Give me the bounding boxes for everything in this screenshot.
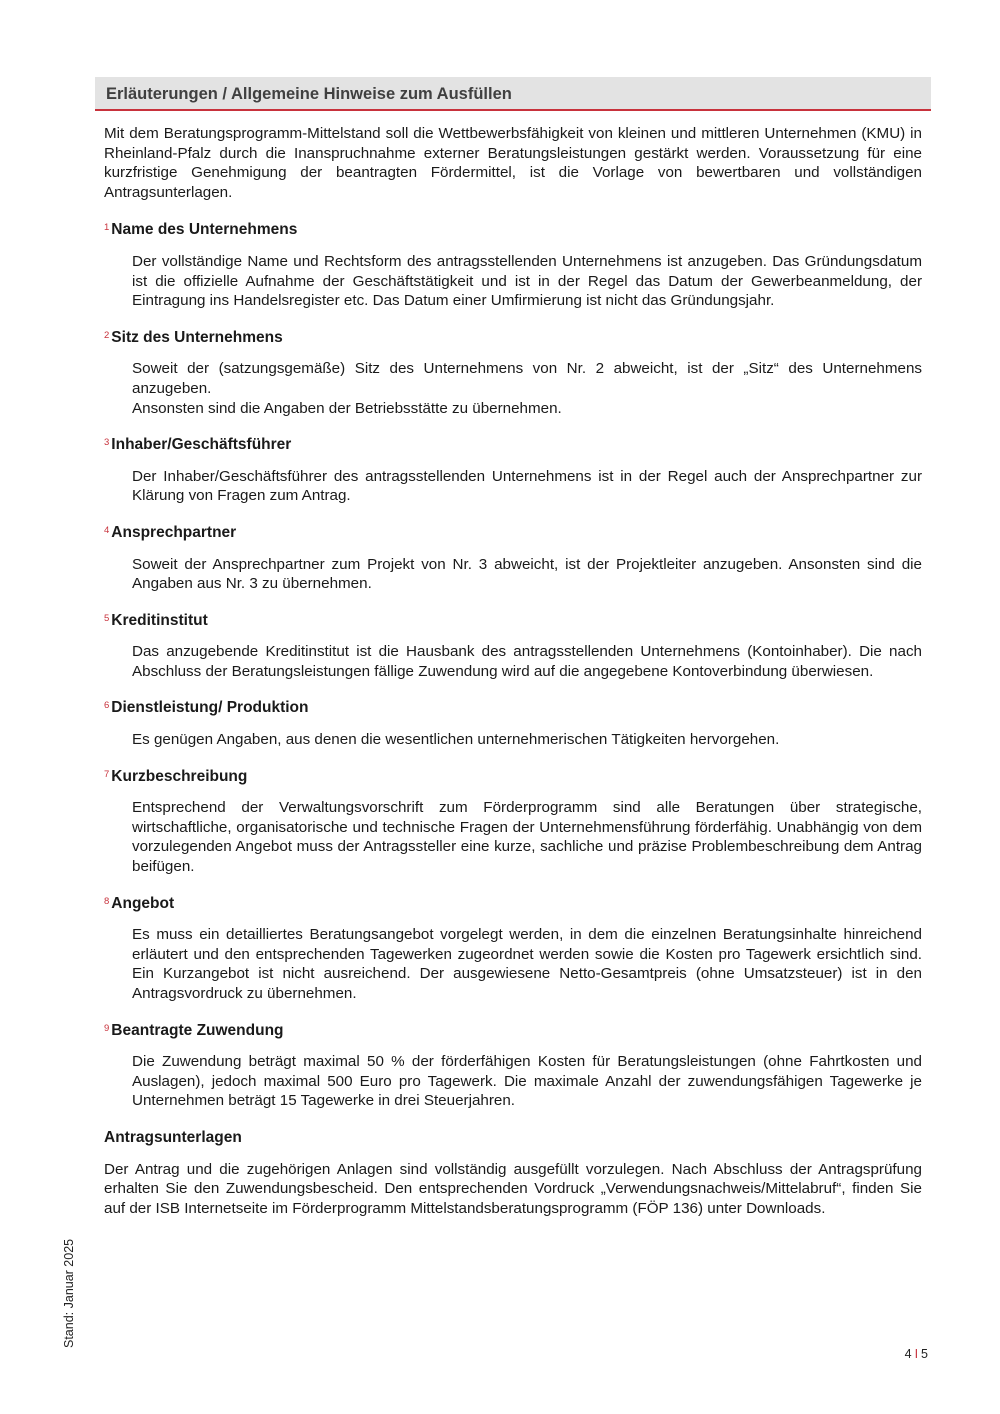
- footnote-number: 9: [104, 1022, 110, 1034]
- section-text: Es muss ein detailliertes Beratungsangebot vorgelegt werden, in dem die einzelnen Beratungsinhalte hinreichend erläutert und den entsprechenden Tagewerken zugeordnet werden sowie die Kosten pro Tagewerk ersichtlich sind. Ein Kurzangebot ist nicht ausreichend. Der ausgewiesene Netto-Gesamtpreis (ohne Umsatzsteuer) ist in den Antragsvordruck zu übernehmen.: [132, 926, 922, 1002]
- footnote-number: 7: [104, 768, 110, 780]
- page-total: 5: [921, 1347, 928, 1361]
- section-text: Soweit der Ansprechpartner zum Projekt von Nr. 3 abweicht, ist der Projektleiter anzugeben. Ansonsten sind die Angaben aus Nr. 3 zu übernehmen.: [132, 555, 922, 593]
- stand-date: Stand: Januar 2025: [62, 1238, 76, 1348]
- footnote-number: 5: [104, 612, 110, 624]
- section-inhaber: [104, 435, 922, 506]
- section-heading: [104, 523, 922, 543]
- footnote-number: 2: [104, 329, 110, 341]
- section-heading: [104, 698, 922, 718]
- page-title: Erläuterungen / Allgemeine Hinweise zum Ausfüllen: [95, 77, 931, 111]
- section-title: Antragsunterlagen: [104, 1128, 242, 1146]
- section-heading: [104, 220, 922, 240]
- section-angebot: [104, 894, 922, 1004]
- footnote-number: 6: [104, 700, 110, 712]
- section-title: Kurzbeschreibung: [111, 767, 248, 785]
- footnote-number: 1: [104, 222, 110, 234]
- section-name: [104, 220, 922, 310]
- section-heading: [104, 1021, 922, 1041]
- section-text: Es genügen Angaben, aus denen die wesentlichen unternehmerischen Tätigkeiten hervorgehen.: [132, 731, 780, 749]
- section-text: Entsprechend der Verwaltungsvorschrift zum Förderprogramm sind alle Beratungen über strategische, wirtschaftliche, organisatorische und technische Fragen der Unternehmensführung förderfähig. Unabhängig von dem vorzulegenden Angebot muss der Antragssteller eine kurze, sachliche und präzise Problembeschreibung dem Antrag beifügen.: [132, 799, 922, 876]
- section-heading: [104, 767, 922, 787]
- section-text-extra: Ansonsten sind die Angaben der Betriebsstätte zu übernehmen.: [132, 399, 562, 417]
- section-title: Beantragte Zuwendung: [111, 1021, 284, 1039]
- page-current: 4: [904, 1347, 912, 1361]
- section-title: Ansprechpartner: [111, 523, 237, 541]
- footnote-number: 4: [104, 524, 110, 536]
- footnote-number: 3: [104, 437, 110, 449]
- section-text: Der Inhaber/Geschäftsführer des antragsstellenden Unternehmens ist in der Regel auch der Ansprechpartner zur Klärung von Fragen zum Antrag.: [132, 467, 922, 505]
- section-heading: [104, 328, 922, 348]
- page-separator: I: [914, 1347, 919, 1361]
- section-sitz: [104, 328, 922, 418]
- page-number: [905, 1347, 928, 1361]
- section-antragsunterlagen: [104, 1128, 922, 1218]
- section-title: Sitz des Unternehmens: [111, 328, 283, 346]
- section-ansprechpartner: [104, 523, 922, 594]
- section-text: Der Antrag und die zugehörigen Anlagen sind vollständig ausgefüllt vorzulegen. Nach Abschluss der Antragsprüfung erhalten Sie den Zuwendungsbescheid. Den entsprechenden Vordruck „Verwendungsnachweis/Mittelabruf“, finden Sie auf der ISB Internetseite im Förderprogramm Mittelstandsberatungsprogramm (FÖP 136) unter Downloads.: [104, 1160, 922, 1217]
- section-text: Das anzugebende Kreditinstitut ist die Hausbank des antragsstellenden Unternehmens (Kontoinhaber). Die nach Abschluss der Beratungsleistungen fällige Zuwendung wird auf die angegebene Kontoverbindung überwiesen.: [132, 643, 922, 680]
- section-text: Der vollständige Name und Rechtsform des antragsstellenden Unternehmens ist anzugeben. Das Gründungsdatum ist die offizielle Aufnahme der Geschäftstätigkeit und ist in der Regel das Datum der Gewerbeanmeldung, der Eintragung ins Handelsregister etc. Das Datum einer Umfirmierung ist nicht das Gründungsjahr.: [132, 252, 922, 310]
- section-title: Dienstleistung/ Produktion: [111, 699, 309, 717]
- intro-paragraph: Mit dem Beratungsprogramm-Mittelstand soll die Wettbewerbsfähigkeit von kleinen und mittleren Unternehmen (KMU) in Rheinland-Pfalz durch die Inanspruchnahme externer Beratungsleistungen gestärkt werden. Voraussetzung für eine kurzfristige Genehmigung der beantragten Fördermittel, ist die Vorlage von bewertbaren und vollständigen Antragsunterlagen.: [104, 125, 922, 201]
- section-zuwendung: [104, 1021, 922, 1111]
- section-text: Die Zuwendung beträgt maximal 50 % der förderfähigen Kosten für Beratungsleistungen (ohne Fahrtkosten und Auslagen), jedoch maximal 500 Euro pro Tagewerk. Die maximale Anzahl der zuwendungsfähigen Tagewerke je Unternehmen beträgt 15 Tagewerke in drei Steuerjahren.: [132, 1053, 922, 1110]
- footnote-number: 8: [104, 895, 110, 907]
- section-kreditinstitut: [104, 611, 922, 682]
- section-title: Angebot: [111, 894, 175, 912]
- section-text: Soweit der (satzungsgemäße) Sitz des Unternehmens von Nr. 2 abweicht, ist der „Sitz“ des Unternehmens anzugeben.: [132, 360, 922, 397]
- section-title: Name des Unternehmens: [111, 221, 298, 239]
- section-title: Kreditinstitut: [111, 611, 208, 629]
- section-heading: [104, 894, 922, 914]
- section-dienstleistung: [104, 698, 922, 749]
- section-title: Inhaber/Geschäftsführer: [111, 436, 292, 454]
- section-kurzbeschreibung: [104, 767, 922, 877]
- section-heading: [104, 611, 922, 631]
- document-body: [104, 124, 922, 1218]
- section-heading: [104, 435, 922, 455]
